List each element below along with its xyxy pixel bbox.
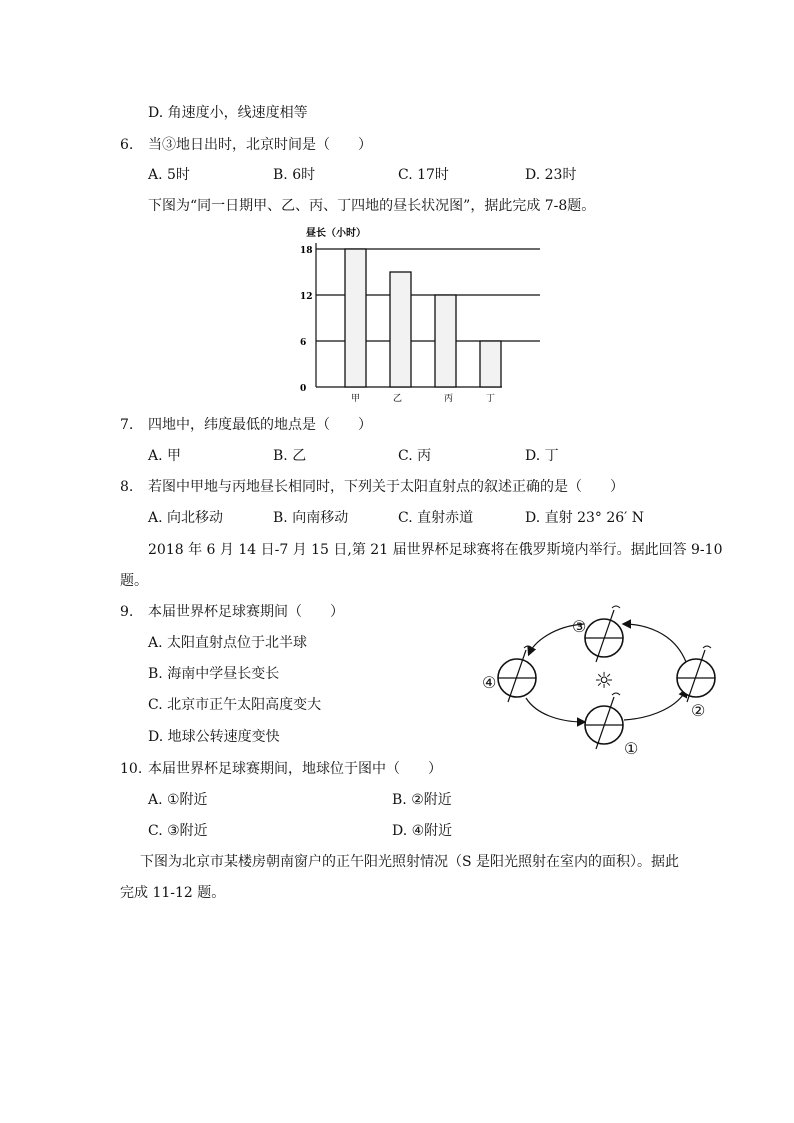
q10-option-b: B. ②附近 (392, 792, 452, 808)
chart-bar (345, 249, 366, 387)
orbit-label-4: ④ (482, 673, 497, 692)
chart-category-label: 乙 (392, 394, 403, 404)
intro-7-8: 下图为“同一日期甲、乙、丙、丁四地的昼长状况图”，据此完成 7-8题。 (148, 198, 596, 214)
q9-option-c: C. 北京市正午太阳高度变大 (148, 697, 322, 713)
chart-bar (435, 295, 456, 387)
q7-option-c: C. 丙 (398, 448, 432, 464)
q7-option-d: D. 丁 (525, 448, 559, 464)
chart-bar (390, 272, 411, 387)
orbit-arc-top-right (624, 624, 686, 662)
q8-option-c: C. 直射赤道 (398, 510, 474, 526)
q10-number: 10. (120, 761, 143, 777)
chart-category-label: 丁 (485, 394, 496, 404)
q6-option-a: A. 5时 (148, 167, 190, 183)
q6-option-c: C. 17时 (398, 167, 449, 183)
q9-number: 9. (120, 604, 134, 620)
q7-option-b: B. 乙 (273, 448, 307, 464)
q9-option-a: A. 太阳直射点位于北半球 (148, 635, 308, 651)
q10-option-d: D. ④附近 (392, 823, 453, 839)
earth-position-4 (498, 646, 536, 702)
intro-9-10-line2: 题。 (120, 573, 148, 589)
q9-option-b: B. 海南中学昼长变长 (148, 666, 280, 682)
earth-orbit-diagram (474, 602, 736, 760)
q7-number: 7. (120, 417, 134, 433)
q9-option-d: D. 地球公转速度变快 (148, 729, 280, 745)
earth-position-1 (585, 693, 623, 749)
q6-option-d: D. 23时 (525, 167, 577, 183)
orbit-label-1: ① (624, 739, 639, 758)
intro-11-12-line1: 下图为北京市某楼房朝南窗户的正午阳光照射情况（S 是阳光照射在室内的面积）。据此 (140, 854, 680, 870)
orbit-arc-bottom-right (624, 690, 686, 720)
q8-option-b: B. 向南移动 (273, 510, 349, 526)
intro-11-12-line2: 完成 11-12 题。 (120, 885, 226, 901)
q10-stem: 本届世界杯足球赛期间，地球位于图中（ ） (148, 761, 442, 777)
orbit-label-3: ③ (572, 617, 587, 636)
chart-category-label: 丙 (443, 394, 454, 404)
q8-option-d: D. 直射 23° 26′ N (525, 510, 645, 526)
q6-option-b: B. 6时 (273, 167, 316, 183)
chart-ytick-label: 12 (300, 292, 313, 302)
q7-option-a: A. 甲 (148, 448, 182, 464)
chart-ytick-label: 6 (300, 338, 307, 348)
chart-category-label: 甲 (350, 394, 361, 404)
chart-ylabel: 昼长（小时） (306, 228, 366, 239)
q8-stem: 若图中甲地与丙地昼长相同时，下列关于太阳直射点的叙述正确的是（ ） (148, 479, 624, 495)
q8-number: 8. (120, 479, 134, 495)
orbit-arc-bottom-left (526, 698, 584, 722)
chart-bar (480, 341, 501, 387)
day-length-bar-chart (290, 222, 550, 406)
orbit-label-2: ② (691, 701, 706, 720)
q7-stem: 四地中，纬度最低的地点是（ ） (148, 417, 372, 433)
chart-ytick-label: 0 (300, 384, 307, 394)
q5-option-d: D. 角速度小，线速度相等 (148, 105, 308, 121)
earth-position-3 (585, 606, 623, 662)
q6-stem: 当③地日出时，北京时间是（ ） (148, 137, 372, 153)
intro-9-10-line1: 2018 年 6 月 14 日-7 月 15 日,第 21 届世界杯足球赛将在俄罗斯境内举行。据此回答 9-10 (148, 542, 723, 558)
q8-option-a: A. 向北移动 (148, 510, 224, 526)
sun-icon: ☼ (594, 669, 614, 694)
chart-ytick-label: 18 (300, 246, 313, 256)
q10-option-c: C. ③附近 (148, 823, 208, 839)
q6-number: 6. (120, 137, 134, 153)
q9-stem: 本届世界杯足球赛期间（ ） (148, 604, 344, 620)
q10-option-a: A. ①附近 (148, 792, 208, 808)
